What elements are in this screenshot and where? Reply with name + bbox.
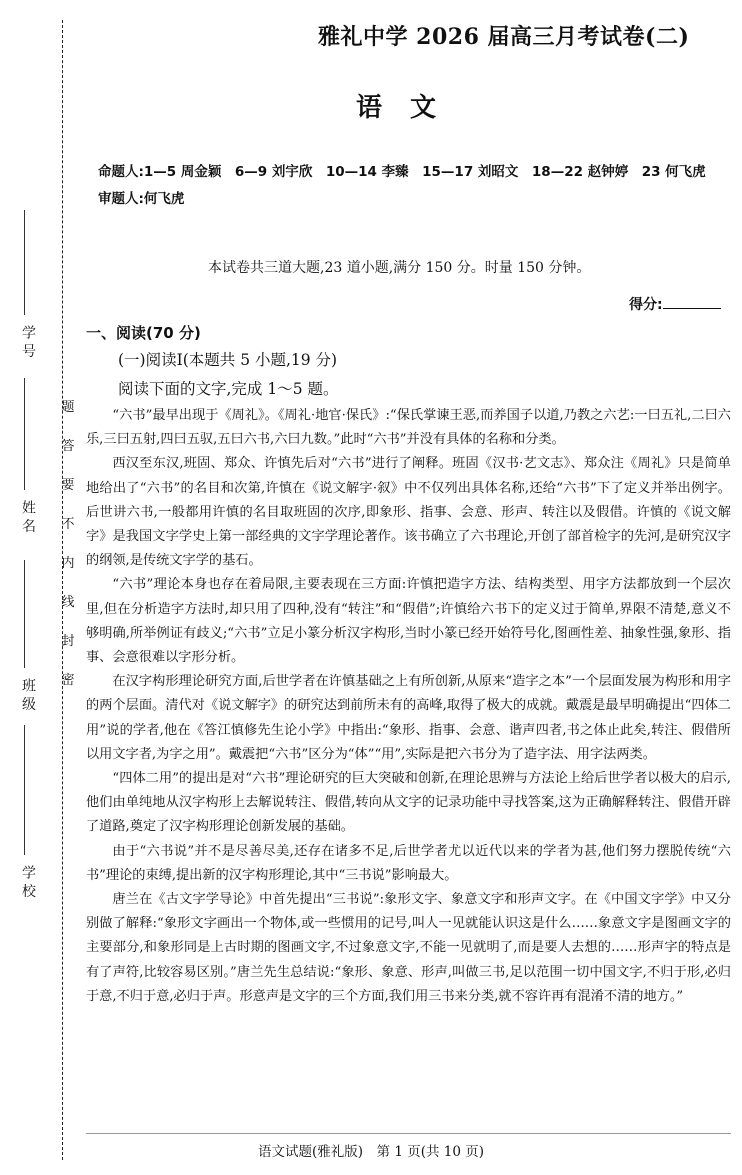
passage-paragraph: “四体二用”的提出是对“六书”理论研究的巨大突破和创新,在理论思辨与方法论上给后世学者以极大的启示,他们由单纯地从汉字构形上去解说转注、假借,转向从文字的记录功能中寻找答案,这为正确解释转注、假借开辟了道路,奠定了汉字构形理论创新发展的基础。 bbox=[86, 771, 731, 835]
student-id-field-line[interactable] bbox=[24, 210, 25, 315]
score-blank[interactable] bbox=[663, 296, 721, 309]
exam-title: 雅礼中学 2026 届高三月考试卷(二) bbox=[318, 24, 690, 50]
seal-warning-char: 内 bbox=[61, 556, 75, 571]
page-footer: 语文试题(雅礼版) 第 1 页(共 10 页) bbox=[258, 1144, 484, 1160]
subject-title: 语文 bbox=[356, 93, 465, 123]
seal-warning-char: 线 bbox=[61, 595, 75, 610]
passage-paragraph: 唐兰在《古文字学导论》中首先提出“三书说”:象形文字、象意文字和形声文字。在《中国文字学》中又分别做了解释:“象形文字画出一个物体,或一些惯用的记号,叫人一见就能认识这是什么……象意文字是图画文字的主要部分,和象形同是上古时期的图画文字,不过象意文字,不能一见就明了,而是要人去想的……形声字的特点是有了声符,比较容易区别。”唐兰先生总结说:“象形、象意、形声,叫做三书,足以范围一切中国文字,不归于形,必归于意,不归于意,必归于声。形意声是文字的三个方面,我们用三书来分类,就不容许再有混淆不清的地方。” bbox=[86, 892, 731, 1004]
footer-divider bbox=[86, 1133, 731, 1134]
seal-warning-char: 封 bbox=[61, 634, 75, 649]
passage-paragraph: 由于“六书说”并不是尽善尽美,还存在诸多不足,后世学者尤以近代以来的学者为甚,他们努力摆脱传统“六书”理论的束缚,提出新的汉字构形理论,其中“三书说”影响最大。 bbox=[86, 843, 731, 883]
school-field-label: 学 校 bbox=[20, 865, 36, 898]
seal-warning-char: 答 bbox=[61, 439, 75, 454]
reviewer-line: 审题人:何飞虎 bbox=[98, 191, 185, 207]
section-heading: 一、阅读(70 分) bbox=[86, 324, 201, 342]
score-field[interactable] bbox=[629, 294, 721, 314]
school-field-line[interactable] bbox=[24, 725, 25, 855]
passage-paragraph: 西汉至东汉,班固、郑众、许慎先后对“六书”进行了阐释。班固《汉书·艺文志》、郑众注《周礼》只是简单地给出了“六书”的名目和次第,许慎在《说文解字·叙》中不仅列出具体名称,还给“六书”下了定义并举出例字。后世讲六书,一般都用许慎的名目取班固的次序,即象形、指事、会意、形声、转注以及假借。许慎的《说文解字》是我国文字学史上第一部经典的文字学理论著作。该书确立了六书理论,开创了部首检字的先河,是研究汉字的纲领,是传统文字学的基石。 bbox=[86, 456, 731, 569]
subsection-heading: (一)阅读Ⅰ(本题共 5 小题,19 分) bbox=[118, 351, 338, 369]
reading-instruction: 阅读下面的文字,完成 1～5 题。 bbox=[118, 380, 339, 398]
exam-intro: 本试卷共三道大题,23 道小题,满分 150 分。时量 150 分钟。 bbox=[208, 260, 591, 276]
class-field-label: 班 级 bbox=[20, 678, 36, 711]
seal-warning-char: 密 bbox=[61, 673, 75, 688]
passage-paragraph: 在汉字构形理论研究方面,后世学者在许慎基础之上有所创新,从原来“造字之本”一个层面发展为构形和用字的两个层面。清代对《说文解字》的研究达到前所未有的高峰,取得了极大的成就。戴震是最早明确提出“四体二用”说的学者,他在《答江慎修先生论小学》中指出:“象形、指事、会意、谐声四者,书之体止此矣,转注、假借所以用文字者,为字之用”。戴震把“六书”区分为“体”“用”,实际是把六书分为了造字法、用字法两类。 bbox=[86, 674, 731, 762]
seal-warning-char: 题 bbox=[61, 400, 75, 415]
seal-warning-char: 不 bbox=[61, 517, 75, 532]
class-field-line[interactable] bbox=[24, 560, 25, 668]
name-field-label: 姓 名 bbox=[20, 500, 36, 533]
reading-passage bbox=[86, 404, 731, 1009]
student-id-field-label: 学 号 bbox=[20, 325, 36, 358]
name-field-line[interactable] bbox=[24, 378, 25, 490]
score-label: 得分: bbox=[629, 297, 663, 313]
authors-line: 命题人:1—5 周金颖 6—9 刘宇欣 10—14 李臻 15—17 刘昭文 18—22 赵钟婷 23 何飞虎 bbox=[98, 164, 706, 180]
passage-paragraph: “六书”理论本身也存在着局限,主要表现在三方面:许慎把造字方法、结构类型、用字方法都放到一个层次里,但在分析造字方法时,却只用了四种,没有“转注”和“假借”;许慎给六书下的定义过于简单,界限不清楚,意义不够明确,所举例证有歧义;“六书”立足小篆分析汉字构形,当时小篆已经开始符号化,图画性差、抽象性强,象形、指事、会意很难以字形分析。 bbox=[86, 577, 731, 666]
passage-paragraph: “六书”最早出现于《周礼》。《周礼·地官·保氏》:“保氏掌谏王恶,而养国子以道,乃教之六艺:一曰五礼,二曰六乐,三曰五射,四曰五驭,五曰六书,六曰九数。”此时“六书”并没有具体的名称和分类。 bbox=[86, 408, 731, 448]
binding-margin bbox=[0, 0, 75, 1160]
seal-warning-char: 要 bbox=[61, 478, 75, 493]
seal-warning bbox=[60, 398, 76, 710]
